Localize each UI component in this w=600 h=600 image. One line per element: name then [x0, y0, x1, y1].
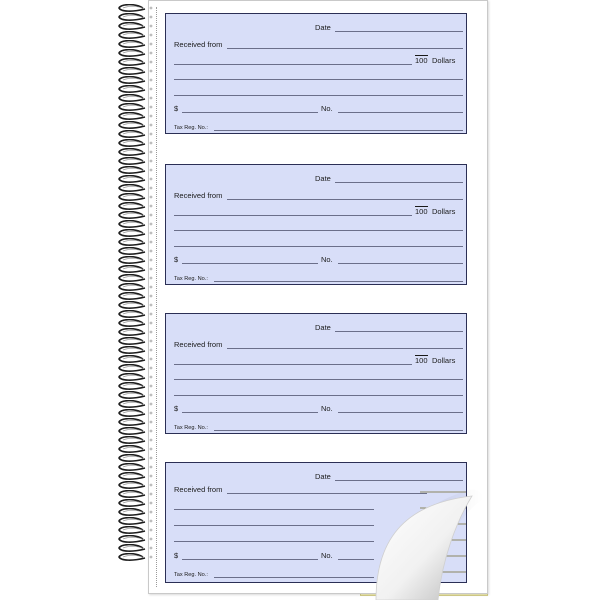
spiral-coil	[113, 283, 157, 291]
date-label: Date	[315, 323, 331, 332]
tax-reg-line	[214, 430, 463, 431]
spiral-coil	[113, 175, 157, 183]
number-label: No.	[321, 255, 333, 264]
blank-line-1	[174, 525, 374, 526]
spiral-coil	[113, 49, 157, 57]
spiral-coil	[113, 454, 157, 462]
date-line	[335, 331, 463, 332]
tax-reg-line	[214, 130, 463, 131]
spiral-coil	[113, 382, 157, 390]
dollars-label: Dollars	[432, 56, 456, 65]
dollar-sign-label: $	[174, 255, 179, 264]
spiral-coil	[113, 436, 157, 444]
hundred-fraction	[415, 356, 428, 365]
spiral-coil	[113, 481, 157, 489]
amount-words-line	[174, 509, 374, 510]
spiral-coil	[113, 67, 157, 75]
number-label: No.	[321, 404, 333, 413]
spiral-coil	[113, 535, 157, 543]
spiral-coil	[113, 427, 157, 435]
tax-reg-label: Tax Reg. No.:	[174, 276, 208, 282]
blank-line-2	[174, 246, 463, 247]
spiral-coil	[113, 22, 157, 30]
receipt-slip-3	[165, 313, 467, 434]
spiral-coil	[113, 40, 157, 48]
dollar-sign-label: $	[174, 104, 179, 113]
spiral-coil	[113, 364, 157, 372]
spiral-coil	[113, 211, 157, 219]
spiral-coil	[113, 139, 157, 147]
dollars-label: Dollars	[432, 356, 456, 365]
receipt-slip-1	[165, 13, 467, 134]
tax-reg-label: Tax Reg. No.:	[174, 125, 208, 131]
spiral-coil	[113, 346, 157, 354]
spiral-coil	[113, 220, 157, 228]
blank-line-1	[174, 230, 463, 231]
spiral-coil	[113, 463, 157, 471]
spiral-coil	[113, 310, 157, 318]
spiral-coil	[113, 76, 157, 84]
blank-line-2	[174, 395, 463, 396]
received-from-label: Received from	[174, 340, 223, 349]
spiral-coil	[113, 31, 157, 39]
spiral-coil	[113, 490, 157, 498]
number-line	[338, 263, 463, 264]
spiral-coil	[113, 508, 157, 516]
dollars-label: Dollars	[432, 207, 456, 216]
received-from-label: Received from	[174, 40, 223, 49]
amount-words-line	[174, 364, 412, 365]
spiral-coil	[113, 103, 157, 111]
spiral-coil	[113, 166, 157, 174]
spiral-coil	[113, 400, 157, 408]
blank-line-1	[174, 379, 463, 380]
date-label: Date	[315, 23, 331, 32]
spiral-coil	[113, 247, 157, 255]
spiral-coil	[113, 553, 157, 561]
spiral-coil	[113, 355, 157, 363]
spiral-coil	[113, 409, 157, 417]
amount-line	[182, 263, 318, 264]
spiral-coil	[113, 445, 157, 453]
spiral-coil	[113, 499, 157, 507]
amount-line	[182, 412, 318, 413]
amount-line	[182, 559, 318, 560]
spiral-coil	[113, 391, 157, 399]
spiral-coil	[113, 256, 157, 264]
spiral-binding	[113, 4, 157, 564]
hundred-label: 100	[415, 207, 428, 216]
spiral-coil	[113, 265, 157, 273]
received-from-label: Received from	[174, 485, 223, 494]
spiral-coil	[113, 301, 157, 309]
spiral-coil	[113, 202, 157, 210]
number-line	[338, 559, 374, 560]
number-line	[338, 412, 463, 413]
spiral-coil	[113, 544, 157, 552]
spiral-coil	[113, 517, 157, 525]
spiral-coil	[113, 58, 157, 66]
amount-words-line	[174, 215, 412, 216]
spiral-coil	[113, 274, 157, 282]
spiral-coil	[113, 229, 157, 237]
spiral-coil	[113, 526, 157, 534]
spiral-coil	[113, 4, 157, 12]
spiral-coil	[113, 85, 157, 93]
tax-reg-label: Tax Reg. No.:	[174, 572, 208, 578]
hundred-fraction	[415, 207, 428, 216]
received-from-line	[227, 199, 463, 200]
amount-line	[182, 112, 318, 113]
spiral-coil	[113, 193, 157, 201]
tax-reg-line	[214, 577, 374, 578]
date-line	[335, 182, 463, 183]
number-label: No.	[321, 104, 333, 113]
hundred-label: 100	[415, 56, 428, 65]
tax-reg-line	[214, 281, 463, 282]
spiral-coil	[113, 130, 157, 138]
hundred-label: 100	[415, 356, 428, 365]
spiral-coil	[113, 472, 157, 480]
blank-line-2	[174, 95, 463, 96]
dollar-sign-label: $	[174, 551, 179, 560]
page-curl	[372, 472, 492, 600]
blank-line-2	[174, 541, 374, 542]
date-label: Date	[315, 174, 331, 183]
spiral-coil	[113, 121, 157, 129]
spiral-coil	[113, 184, 157, 192]
received-from-line	[227, 348, 463, 349]
spiral-coil	[113, 292, 157, 300]
tax-reg-label: Tax Reg. No.:	[174, 425, 208, 431]
received-from-label: Received from	[174, 191, 223, 200]
received-from-line	[227, 48, 463, 49]
spiral-coil	[113, 418, 157, 426]
dollar-sign-label: $	[174, 404, 179, 413]
spiral-coil	[113, 238, 157, 246]
blank-line-1	[174, 79, 463, 80]
spiral-coil	[113, 337, 157, 345]
number-line	[338, 112, 463, 113]
spiral-coil	[113, 157, 157, 165]
spiral-coil	[113, 319, 157, 327]
date-label: Date	[315, 472, 331, 481]
spiral-coil	[113, 148, 157, 156]
spiral-coil	[113, 373, 157, 381]
receipt-slip-2	[165, 164, 467, 285]
spiral-coil	[113, 328, 157, 336]
spiral-coil	[113, 94, 157, 102]
number-label: No.	[321, 551, 333, 560]
date-line	[335, 31, 463, 32]
amount-words-line	[174, 64, 412, 65]
spiral-coil	[113, 112, 157, 120]
spiral-coil	[113, 13, 157, 21]
hundred-fraction	[415, 56, 428, 65]
